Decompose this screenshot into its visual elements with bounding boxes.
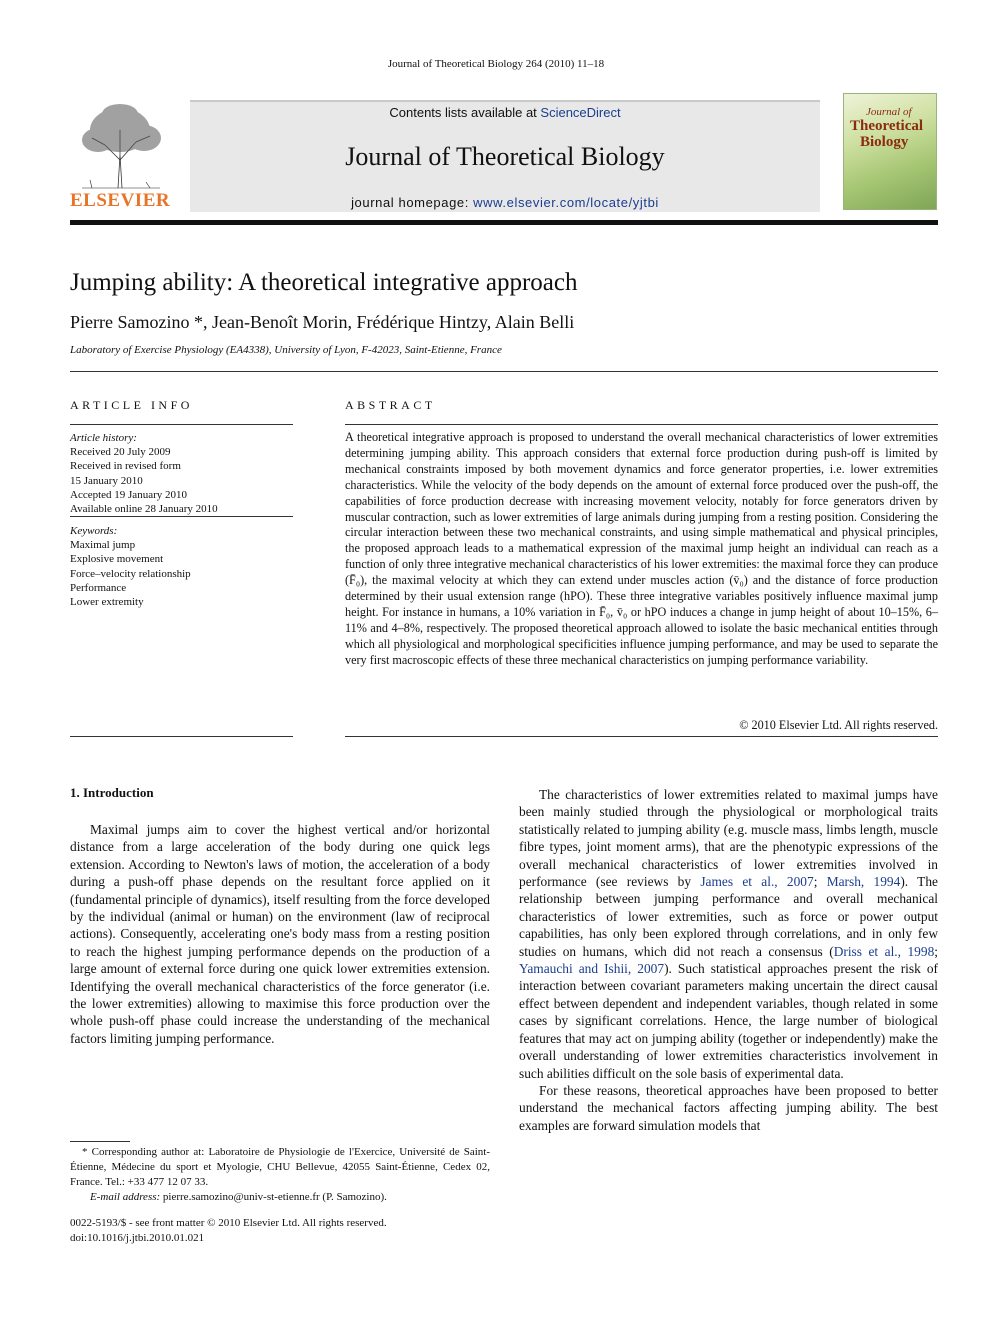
abstract-text: A theoretical integrative approach is proposed to understand the overall mechanical characteristics of lower extremities determining jumping ability. This approach considers that external force production during push-off is limited by mechanical constraints imposed by both movement dynamics and force generator properties, i.e. lower extremities characteristics. While the velocity of the body depends on the amount of external force produced over the push-off, the capabilities of force production decrease with increasing movement velocity, notably for force generators driven by muscular contraction, such as lower extremities of large animals during jumping from a resting position. Considering the circular interaction between these two mechanical constraints, and using simple mathematical and physical principles, the proposed approach leads to a mathematical expression of the maximal jump height an individual can reach as a function of only three integrative mechanical characteristics of his lower extremities: the maximal force they can produce (F̄₀), the maximal velocity at which they can extend under muscles action (v̄₀) and the distance of force production determined by their usual extension range (hPO). These three integrative variables positively influence maximal jump height. For instance in humans, a 10% variation in F̄₀, v̄₀ or hPO induces a change in jump height of about 10–15%, 6–11% and 4–8%, respectively. The proposed theoretical approach allowed to isolate the basic mechanical entities through which all physiological and morphological specificities influence jumping performance, and may be used to separate the very first macroscopic effects of these three mechanical characteristics on jumping performance variability. xyxy=(345,430,938,667)
cover-text-line1: Journal of xyxy=(866,106,912,118)
history-label: Article history: xyxy=(70,432,137,444)
article-title: Jumping ability: A theoretical integrative approach xyxy=(70,269,578,296)
citation-link[interactable]: Marsh, 1994 xyxy=(826,874,901,890)
corresponding-author-footnote xyxy=(70,1145,490,1205)
email-address[interactable]: pierre.samozino@univ-st-etienne.fr (P. Samozino). xyxy=(162,1191,387,1203)
paragraph: For these reasons, theoretical approaches have been proposed to better understand the mechanical factors affecting jumping ability. The best examples are forward simulation models that xyxy=(519,1082,938,1133)
issn-line: 0022-5193/$ - see front matter © 2010 Elsevier Ltd. All rights reserved. xyxy=(70,1217,387,1229)
text-run: ; xyxy=(934,943,939,959)
sciencedirect-link[interactable]: ScienceDirect xyxy=(540,105,621,120)
keyword: Maximal jump xyxy=(70,539,136,552)
paragraph: Maximal jumps aim to cover the highest vertical and/or horizontal distance from a large acceleration of the body during one quick legs extension. According to Newton's laws of motion, the acceleration of a body during a push-off phase depends on the resultant force applied on it (fundamental principle of dynamics), itself resulting from the force developed by the individual (animal or human) on the environment (law of reciprocal actions). Consequently, accelerating one's body mass from a resting position to reach the highest jumping performance depends on the production of a large amount of external force during one quick lower extremities extension. Identifying the overall mechanical characteristics of the force generator (i.e. the lower extremities) allowing to maximise this force production over the whole push-off phase could increase the understanding of the mechanical factors limiting jumping performance. xyxy=(70,822,490,1046)
journal-masthead xyxy=(190,100,820,212)
contents-line xyxy=(190,105,820,120)
contents-prefix: Contents lists available at xyxy=(389,105,541,120)
keyword: Lower extremity xyxy=(70,596,144,609)
divider xyxy=(70,424,293,425)
divider xyxy=(345,424,938,425)
corresponding-author-note: * Corresponding author at: Laboratoire de Physiologie de l'Exercice, Université de Saint-Étienne, Médecine du sport et Myologie, CHU Bellevue, 42055 Saint-Étienne, Cedex 02, France. Tel.: +33 477 12 07 33. xyxy=(70,1146,490,1188)
divider xyxy=(345,736,938,737)
article-info-heading: ARTICLE INFO xyxy=(70,398,193,412)
divider xyxy=(70,371,938,372)
keywords xyxy=(70,524,293,609)
text-run: ). Such statistical approaches present the risk of interaction between covariant parameters making uncertain the direct causal effect between dependent and independent variables, though related in some cases by significant correlations. Hence, the large number of biological features that may act on jumping ability (together or independently) make the overall understanding of lower extremities characteristics involvement in such abilities difficult on the sole basis of experimental data. xyxy=(519,961,939,1081)
text-run: ). The relationship between jumping performance and overall mechanical characteristics of lower extremities, such as force or power output capabilities, has only been explored through correlations, and in only few studies on humans, which did not reach a consensus ( xyxy=(519,874,938,959)
issn-doi-block xyxy=(70,1216,387,1246)
doi-line[interactable]: doi:10.1016/j.jtbi.2010.01.021 xyxy=(70,1232,205,1244)
footnote-rule xyxy=(70,1141,130,1142)
author-list: Pierre Samozino *, Jean-Benoît Morin, Frédérique Hintzy, Alain Belli xyxy=(70,312,575,332)
divider xyxy=(70,736,293,737)
divider xyxy=(70,516,293,517)
keyword: Performance xyxy=(70,581,127,594)
email-line xyxy=(70,1190,490,1205)
journal-title: Journal of Theoretical Biology xyxy=(345,142,665,171)
body-column-right xyxy=(519,786,938,1134)
homepage-line xyxy=(190,195,820,210)
homepage-prefix: journal homepage: xyxy=(351,195,474,210)
paragraph xyxy=(519,786,938,1082)
citation-link[interactable]: Yamauchi and Ishii, 2007 xyxy=(519,961,665,977)
body-column-left xyxy=(70,821,490,1047)
history-item: Accepted 19 January 2010 xyxy=(70,488,187,501)
history-item: Received in revised form xyxy=(70,460,181,473)
email-label: E-mail address: xyxy=(90,1191,161,1203)
publisher-logo xyxy=(70,100,170,212)
text-run: ; xyxy=(813,874,827,890)
homepage-link[interactable]: www.elsevier.com/locate/yjtbi xyxy=(473,195,659,210)
history-item: Available online 28 January 2010 xyxy=(70,503,218,516)
section-heading-introduction: 1. Introduction xyxy=(70,785,154,800)
keywords-label: Keywords: xyxy=(70,525,118,537)
history-item: 15 January 2010 xyxy=(70,474,143,487)
abstract-heading: ABSTRACT xyxy=(345,398,436,412)
journal-cover-thumbnail xyxy=(843,93,937,210)
copyright: © 2010 Elsevier Ltd. All rights reserved. xyxy=(739,718,938,732)
publisher-wordmark: ELSEVIER xyxy=(70,190,171,211)
affiliation: Laboratory of Exercise Physiology (EA4338), University of Lyon, F-42023, Saint-Etienne, France xyxy=(70,344,502,356)
keyword: Force–velocity relationship xyxy=(70,567,191,580)
citation-link[interactable]: James et al., 2007 xyxy=(700,874,814,890)
header-rule xyxy=(70,220,938,225)
history-item: Received 20 July 2009 xyxy=(70,446,171,459)
text-run: The characteristics of lower extremities related to maximal jumps have been mainly studied through the physiological or morphological traits statistically related to jumping ability (e.g. muscle mass, limbs length, muscle fibre types, joint moment arms), that are the phenotypic expressions of the overall mechanical characteristics of lower extremities involved in performance (see reviews by xyxy=(519,787,938,890)
journal-reference: Journal of Theoretical Biology 264 (2010) 11–18 xyxy=(387,58,605,70)
article-history xyxy=(70,431,293,516)
cover-text-line3: Biology xyxy=(860,134,909,150)
keyword: Explosive movement xyxy=(70,553,164,566)
cover-text-line2: Theoretical xyxy=(850,118,924,134)
citation-link[interactable]: Driss et al., 1998 xyxy=(833,943,935,959)
tree-logo-icon xyxy=(70,100,170,190)
